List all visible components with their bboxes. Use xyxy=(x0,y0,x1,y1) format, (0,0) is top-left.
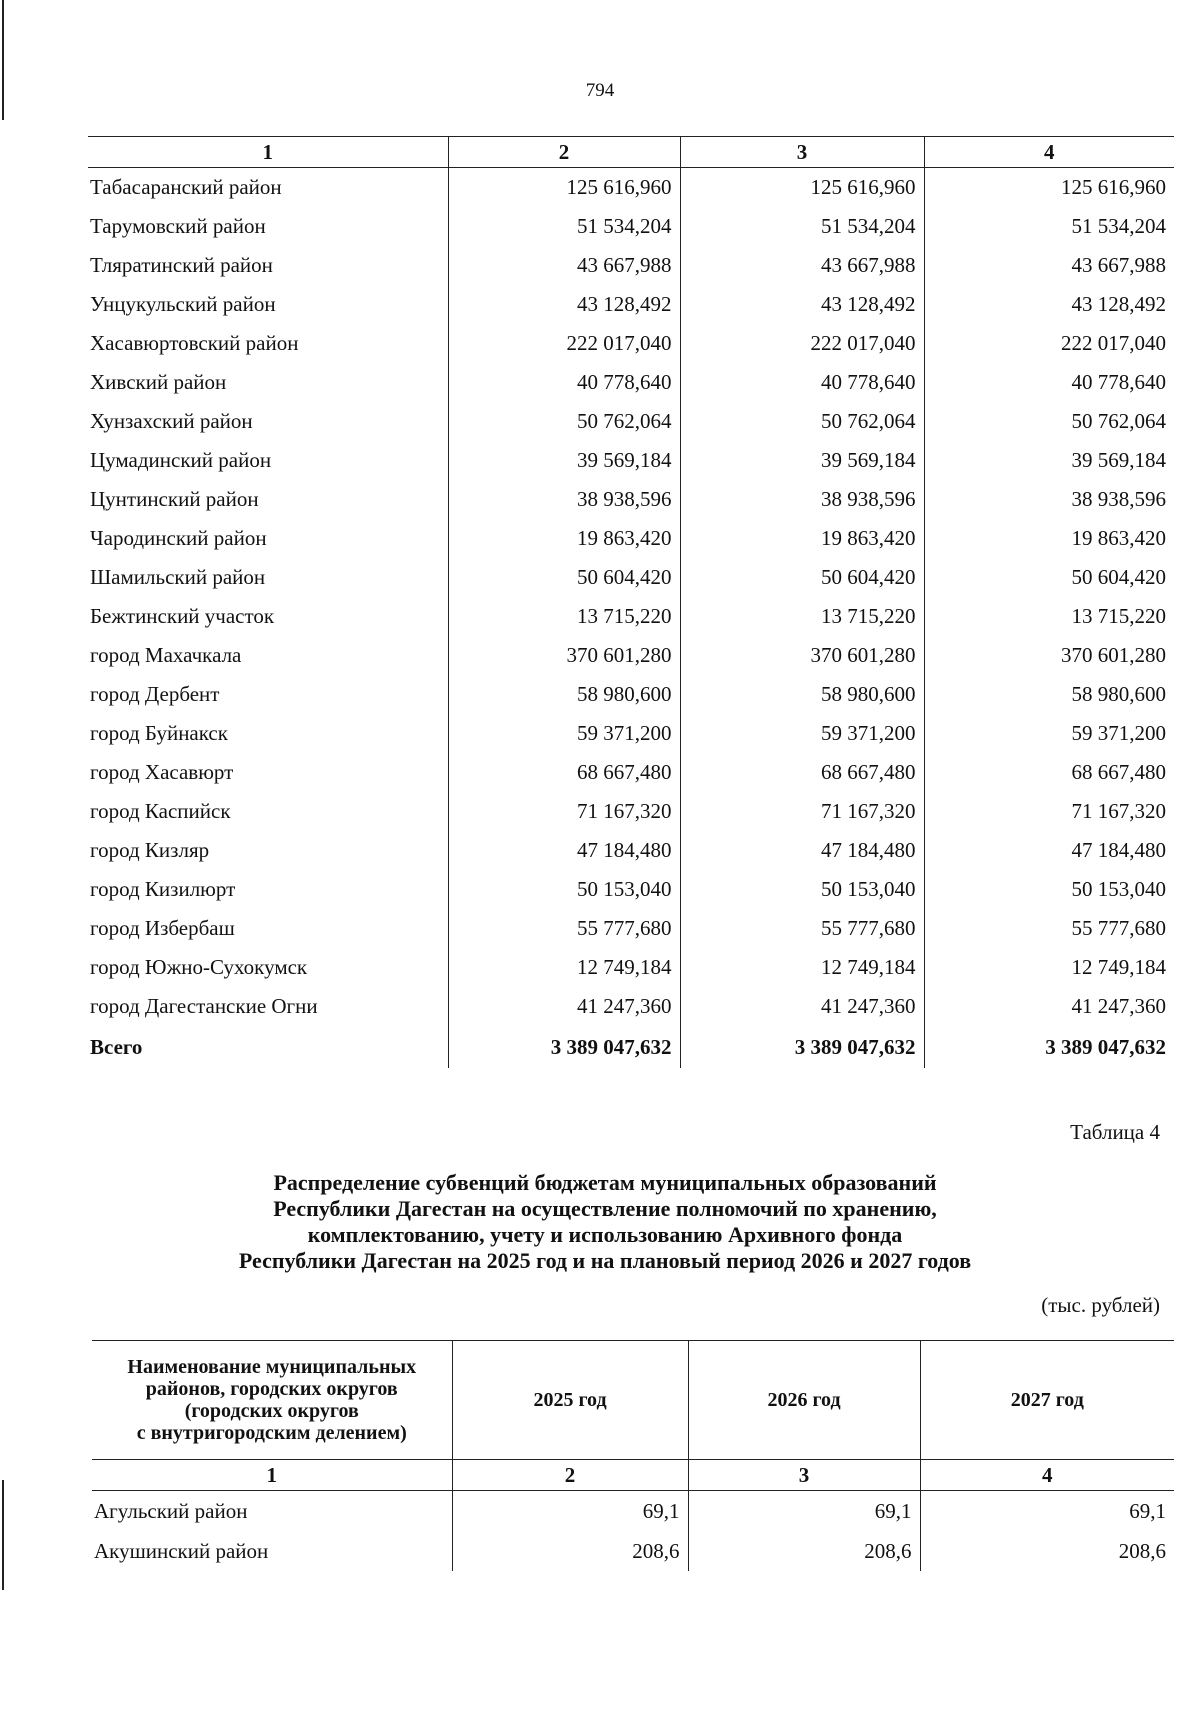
municipality-name-cell: Акушинский район xyxy=(94,1538,269,1563)
value-2026-cell: 208,6 xyxy=(688,1531,920,1571)
table-row xyxy=(88,948,1174,987)
municipality-name-cell: город Хасавюрт xyxy=(90,760,234,784)
value-2026-cell: 43 667,988 xyxy=(680,246,924,285)
municipality-name-cell: Хивский район xyxy=(90,370,227,394)
value-2025-cell: 51 534,204 xyxy=(448,207,680,246)
value-2026-cell: 125 616,960 xyxy=(680,168,924,208)
header-name-line: с внутригородским делением) xyxy=(136,1422,407,1444)
table-row xyxy=(88,480,1174,519)
column-number-1: 1 xyxy=(92,1460,452,1491)
municipality-name-cell: город Южно-Сухокумск xyxy=(90,955,308,979)
value-2027-cell: 208,6 xyxy=(920,1531,1174,1571)
value-2025-cell: 58 980,600 xyxy=(448,675,680,714)
municipality-name-cell: город Избербаш xyxy=(90,916,235,940)
value-2027-cell: 13 715,220 xyxy=(924,597,1174,636)
header-name-line: (городских округов xyxy=(184,1400,359,1422)
page-number: 794 xyxy=(585,80,615,101)
table-row xyxy=(88,519,1174,558)
municipality-name-cell: город Кизляр xyxy=(90,838,210,862)
municipality-name-cell: Цумадинский район xyxy=(90,448,272,472)
value-2025-cell: 50 762,064 xyxy=(448,402,680,441)
value-2025-cell: 59 371,200 xyxy=(448,714,680,753)
value-2026-cell: 69,1 xyxy=(688,1491,920,1532)
value-2025-cell: 71 167,320 xyxy=(448,792,680,831)
value-2027-cell: 3 389 047,632 xyxy=(924,1026,1174,1068)
value-2027-cell: 12 749,184 xyxy=(924,948,1174,987)
value-2026-cell: 58 980,600 xyxy=(680,675,924,714)
value-2025-cell: 68 667,480 xyxy=(448,753,680,792)
value-2026-cell: 222 017,040 xyxy=(680,324,924,363)
value-2025-cell: 50 604,420 xyxy=(448,558,680,597)
table-row xyxy=(88,714,1174,753)
value-2027-cell: 125 616,960 xyxy=(924,168,1174,208)
column-number-2: 2 xyxy=(448,137,680,168)
value-2027-cell: 68 667,480 xyxy=(924,753,1174,792)
value-2026-cell: 55 777,680 xyxy=(680,909,924,948)
column-number-4: 4 xyxy=(920,1460,1174,1491)
value-2027-cell: 71 167,320 xyxy=(924,792,1174,831)
value-2027-cell: 41 247,360 xyxy=(924,987,1174,1026)
table-title-line: Распределение субвенций бюджетам муниципальных образований xyxy=(273,1170,937,1195)
units-label: (тыс. рублей) xyxy=(1041,1293,1160,1317)
scan-margin-line xyxy=(2,0,4,120)
municipality-name-cell: Тляратинский район xyxy=(90,253,273,277)
table-row xyxy=(88,402,1174,441)
value-2026-cell: 59 371,200 xyxy=(680,714,924,753)
value-2027-cell: 43 667,988 xyxy=(924,246,1174,285)
municipality-name-cell: Цунтинский район xyxy=(90,487,259,511)
header-year-2027: 2027 год xyxy=(920,1341,1174,1460)
value-2027-cell: 69,1 xyxy=(920,1491,1174,1532)
header-name-line: районов, городских округов xyxy=(145,1378,398,1400)
value-2026-cell: 13 715,220 xyxy=(680,597,924,636)
table-row xyxy=(88,597,1174,636)
municipality-name-cell: Всего xyxy=(90,1034,143,1059)
value-2025-cell: 50 153,040 xyxy=(448,870,680,909)
column-number-4: 4 xyxy=(924,137,1174,168)
municipality-name-cell: Унцукульский район xyxy=(90,292,276,316)
value-2027-cell: 40 778,640 xyxy=(924,363,1174,402)
column-number-row xyxy=(88,137,1174,168)
value-2026-cell: 370 601,280 xyxy=(680,636,924,675)
table-row xyxy=(88,363,1174,402)
value-2025-cell: 13 715,220 xyxy=(448,597,680,636)
value-2026-cell: 12 749,184 xyxy=(680,948,924,987)
municipality-name-cell: Хунзахский район xyxy=(90,409,253,433)
value-2027-cell: 51 534,204 xyxy=(924,207,1174,246)
column-number-1: 1 xyxy=(88,137,448,168)
value-2027-cell: 222 017,040 xyxy=(924,324,1174,363)
municipality-name-cell: Шамильский район xyxy=(90,565,266,589)
total-row xyxy=(88,1026,1174,1068)
value-2026-cell: 3 389 047,632 xyxy=(680,1026,924,1068)
value-2026-cell: 51 534,204 xyxy=(680,207,924,246)
municipality-name-cell: город Махачкала xyxy=(90,643,242,667)
value-2027-cell: 59 371,200 xyxy=(924,714,1174,753)
table-title-line: Республики Дагестан на осуществление полномочий по хранению, xyxy=(273,1196,937,1221)
municipality-name-cell: город Кизилюрт xyxy=(90,877,236,901)
table-row xyxy=(88,909,1174,948)
value-2025-cell: 125 616,960 xyxy=(448,168,680,208)
municipality-name-cell: город Дагестанские Огни xyxy=(90,994,318,1018)
value-2026-cell: 68 667,480 xyxy=(680,753,924,792)
value-2027-cell: 55 777,680 xyxy=(924,909,1174,948)
value-2025-cell: 370 601,280 xyxy=(448,636,680,675)
value-2026-cell: 41 247,360 xyxy=(680,987,924,1026)
municipality-name-cell: Табасаранский район xyxy=(90,175,282,199)
value-2026-cell: 71 167,320 xyxy=(680,792,924,831)
value-2025-cell: 47 184,480 xyxy=(448,831,680,870)
municipality-name-cell: Тарумовский район xyxy=(90,214,266,238)
value-2025-cell: 43 128,492 xyxy=(448,285,680,324)
table-row xyxy=(88,987,1174,1026)
value-2027-cell: 39 569,184 xyxy=(924,441,1174,480)
value-2027-cell: 58 980,600 xyxy=(924,675,1174,714)
value-2027-cell: 47 184,480 xyxy=(924,831,1174,870)
header-year-2025: 2025 год xyxy=(452,1341,688,1460)
table-row xyxy=(88,285,1174,324)
value-2026-cell: 40 778,640 xyxy=(680,363,924,402)
value-2026-cell: 50 604,420 xyxy=(680,558,924,597)
archive-subvention-table xyxy=(92,1340,1174,1571)
value-2025-cell: 55 777,680 xyxy=(448,909,680,948)
value-2027-cell: 50 604,420 xyxy=(924,558,1174,597)
column-number-3: 3 xyxy=(688,1460,920,1491)
table-row xyxy=(88,441,1174,480)
municipality-name-cell: город Дербент xyxy=(90,682,220,706)
value-2026-cell: 50 762,064 xyxy=(680,402,924,441)
table-title-line: Республики Дагестан на 2025 год и на плановый период 2026 и 2027 годов xyxy=(238,1248,972,1273)
municipality-name-cell: Бежтинский участок xyxy=(90,604,275,628)
municipality-name-cell: город Буйнакск xyxy=(90,721,228,745)
header-name-line: Наименование муниципальных xyxy=(127,1356,417,1378)
table-row xyxy=(88,324,1174,363)
header-year-2026: 2026 год xyxy=(688,1341,920,1460)
value-2025-cell: 12 749,184 xyxy=(448,948,680,987)
header-row xyxy=(92,1341,1174,1460)
value-2027-cell: 50 762,064 xyxy=(924,402,1174,441)
value-2026-cell: 43 128,492 xyxy=(680,285,924,324)
table-title-line: комплектованию, учету и использованию Архивного фонда xyxy=(307,1222,903,1247)
table-row xyxy=(92,1491,1174,1532)
column-number-2: 2 xyxy=(452,1460,688,1491)
value-2025-cell: 38 938,596 xyxy=(448,480,680,519)
table-row xyxy=(88,558,1174,597)
value-2027-cell: 19 863,420 xyxy=(924,519,1174,558)
municipality-name-cell: город Каспийск xyxy=(90,799,231,823)
value-2027-cell: 43 128,492 xyxy=(924,285,1174,324)
value-2026-cell: 38 938,596 xyxy=(680,480,924,519)
table-row xyxy=(88,792,1174,831)
value-2025-cell: 208,6 xyxy=(452,1531,688,1571)
value-2026-cell: 19 863,420 xyxy=(680,519,924,558)
value-2026-cell: 39 569,184 xyxy=(680,441,924,480)
value-2025-cell: 40 778,640 xyxy=(448,363,680,402)
table-caption: Таблица 4 xyxy=(1070,1120,1160,1144)
value-2025-cell: 19 863,420 xyxy=(448,519,680,558)
header-municipality-name xyxy=(92,1341,452,1460)
value-2026-cell: 47 184,480 xyxy=(680,831,924,870)
table-row xyxy=(88,831,1174,870)
table-row xyxy=(88,870,1174,909)
column-number-row xyxy=(92,1460,1174,1491)
subvention-table-continuation xyxy=(88,136,1174,1068)
value-2025-cell: 222 017,040 xyxy=(448,324,680,363)
scan-margin-line xyxy=(2,1480,4,1590)
value-2026-cell: 50 153,040 xyxy=(680,870,924,909)
table-title xyxy=(150,1170,1060,1274)
value-2025-cell: 41 247,360 xyxy=(448,987,680,1026)
value-2025-cell: 43 667,988 xyxy=(448,246,680,285)
value-2025-cell: 3 389 047,632 xyxy=(448,1026,680,1068)
table-row xyxy=(88,753,1174,792)
column-number-3: 3 xyxy=(680,137,924,168)
table-row xyxy=(92,1531,1174,1571)
value-2025-cell: 69,1 xyxy=(452,1491,688,1532)
table-row xyxy=(88,675,1174,714)
municipality-name-cell: Агульский район xyxy=(94,1498,248,1523)
table-row xyxy=(88,207,1174,246)
municipality-name-cell: Хасавюртовский район xyxy=(90,331,299,355)
table-row xyxy=(88,636,1174,675)
value-2027-cell: 370 601,280 xyxy=(924,636,1174,675)
value-2025-cell: 39 569,184 xyxy=(448,441,680,480)
value-2027-cell: 38 938,596 xyxy=(924,480,1174,519)
value-2027-cell: 50 153,040 xyxy=(924,870,1174,909)
table-row xyxy=(88,168,1174,208)
table-row xyxy=(88,246,1174,285)
municipality-name-cell: Чародинский район xyxy=(90,526,267,550)
